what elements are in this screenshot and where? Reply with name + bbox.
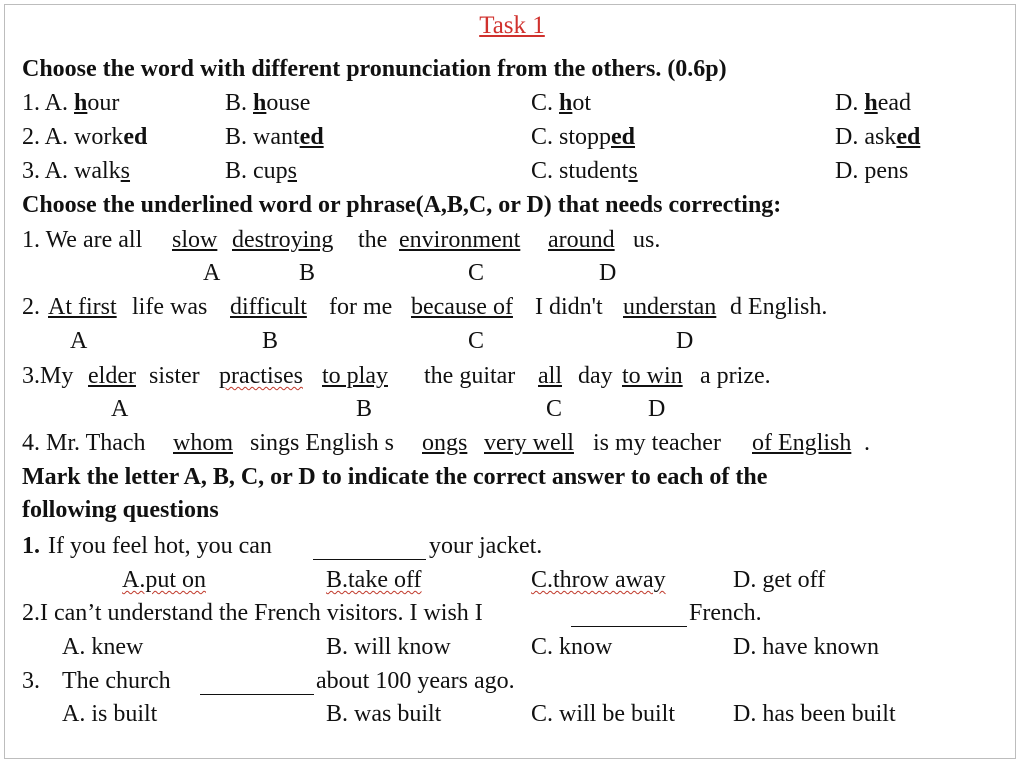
s1-q2-option-a: 2. A. worked xyxy=(22,124,148,150)
section3-heading-2: following questions xyxy=(22,497,219,523)
s1-q1-option-b: B. house xyxy=(225,90,311,116)
s2-q2-text: life was xyxy=(132,294,208,320)
section3-heading-1: Mark the letter A, B, C, or D to indicate the correct answer to each of the xyxy=(22,464,768,490)
s1-q2-option-d: D. asked xyxy=(835,124,921,150)
letter-b: B xyxy=(262,328,279,354)
s2-q3-num: 3.My xyxy=(22,363,74,389)
section2-heading: Choose the underlined word or phrase(A,B,C, or D) that needs correcting: xyxy=(22,192,782,218)
s3-question-1 xyxy=(0,533,1024,563)
s1-q2-option-b: B. wanted xyxy=(225,124,324,150)
s3-q3-option-c: C. will be built xyxy=(531,701,675,727)
s3-question-3 xyxy=(0,668,1024,698)
s2-q1-underline-a: slow xyxy=(172,227,218,253)
s3-question-2 xyxy=(0,600,1024,630)
task-title: Task 1 xyxy=(479,12,545,39)
s1-q1-option-a: 1. A. hour xyxy=(22,90,120,116)
s1-q1-option-d: D. head xyxy=(835,90,912,116)
s1-question-2 xyxy=(0,124,1024,154)
letter-a: A xyxy=(70,328,88,354)
s3-q1-text: If you feel hot, you can xyxy=(48,533,272,559)
s2-q2-underline-d: understan xyxy=(623,294,717,320)
s3-q3-num: 3. xyxy=(22,668,40,694)
s3-q1-options xyxy=(0,567,1024,597)
s2-q3-underline-b: to play xyxy=(322,363,388,389)
s3-q1-option-a: A.put on xyxy=(122,567,206,593)
letter-c: C xyxy=(468,260,485,286)
s1-q2-option-c: C. stopped xyxy=(531,124,636,150)
s2-q4-underline-songs: ongs xyxy=(422,430,468,456)
s3-q3-text: The church xyxy=(62,668,171,694)
s2-q4-text-2: sings English s xyxy=(250,430,395,456)
section1-heading-line xyxy=(0,56,1024,86)
s2-q3-letters xyxy=(0,396,1024,426)
letter-a: A xyxy=(203,260,221,286)
s2-q1-underline-d: around xyxy=(548,227,615,253)
letter-b: B xyxy=(299,260,316,286)
s3-q2-option-d: D. have known xyxy=(733,634,879,660)
letter-d: D xyxy=(599,260,617,286)
section1-heading: Choose the word with different pronunciation from the others. (0.6p) xyxy=(22,56,727,82)
section3-heading-line-2 xyxy=(0,497,1024,527)
s2-q2-text-3: I didn't xyxy=(535,294,603,320)
s3-q1-option-c: C.throw away xyxy=(531,567,666,593)
s2-q1-underline-b: destroying xyxy=(232,227,334,253)
s2-q2-text-4: d English. xyxy=(730,294,828,320)
s2-q1-underline-c: environment xyxy=(399,227,521,253)
s3-q2-options xyxy=(0,634,1024,664)
section2-heading-line xyxy=(0,192,1024,222)
section3-heading-line-1 xyxy=(0,464,1024,494)
s2-question-1 xyxy=(0,227,1024,257)
s3-q1-blank xyxy=(313,537,426,560)
s2-q4-underline-very-well: very well xyxy=(484,430,574,456)
letter-c: C xyxy=(468,328,485,354)
s2-q3-text-3: day xyxy=(578,363,613,389)
s3-q2-blank xyxy=(571,604,687,627)
s1-question-1 xyxy=(0,90,1024,120)
s2-q2-underline-b: difficult xyxy=(230,294,307,320)
letter-b: B xyxy=(356,396,373,422)
s1-question-3 xyxy=(0,158,1024,188)
s2-q3-underline-d: to win xyxy=(622,363,683,389)
s1-q3-option-d: D. pens xyxy=(835,158,909,184)
s2-q1-text-3: us. xyxy=(633,227,661,253)
s3-q3-options xyxy=(0,701,1024,731)
s2-q3-underline-practises: practises xyxy=(219,363,303,389)
s3-q1-option-d: D. get off xyxy=(733,567,826,593)
s3-q1-text-2: your jacket. xyxy=(429,533,543,559)
s1-q3-option-a: 3. A. walks xyxy=(22,158,131,184)
s3-q2-text-2: French. xyxy=(689,600,762,626)
s2-q3-text-2: the guitar xyxy=(424,363,516,389)
s2-q2-num: 2. xyxy=(22,294,40,320)
s2-q3-text: sister xyxy=(149,363,200,389)
s3-q1-num: 1. xyxy=(22,533,40,559)
letter-c: C xyxy=(546,396,563,422)
s2-q2-letters xyxy=(0,328,1024,358)
s3-q2-text: 2.I can’t understand the French visitors. I wish I xyxy=(22,600,483,626)
s2-question-4 xyxy=(0,430,1024,460)
s3-q2-option-b: B. will know xyxy=(326,634,451,660)
s1-q3-option-b: B. cups xyxy=(225,158,298,184)
s2-q4-underline-whom: whom xyxy=(173,430,233,456)
s3-q3-text-2: about 100 years ago. xyxy=(316,668,515,694)
s2-question-3 xyxy=(0,363,1024,393)
s3-q3-option-a: A. is built xyxy=(62,701,158,727)
s2-q1-letters xyxy=(0,260,1024,290)
s2-q3-underline-c: all xyxy=(538,363,562,389)
s3-q2-option-c: C. know xyxy=(531,634,613,660)
s2-q4-period: . xyxy=(864,430,870,456)
s2-q1-text-2: the xyxy=(358,227,388,253)
s2-q3-text-4: a prize. xyxy=(700,363,771,389)
s2-q1-text: 1. We are all xyxy=(22,227,143,253)
s2-q4-underline-of-english: of English xyxy=(752,430,852,456)
s3-q2-option-a: A. knew xyxy=(62,634,144,660)
s3-q1-option-b: B.take off xyxy=(326,567,422,593)
s2-q2-underline-c: because of xyxy=(411,294,513,320)
s2-q2-text-2: for me xyxy=(329,294,393,320)
s2-question-2 xyxy=(0,294,1024,324)
s3-q3-blank xyxy=(200,672,314,695)
letter-d: D xyxy=(648,396,666,422)
s3-q3-option-b: B. was built xyxy=(326,701,442,727)
letter-d: D xyxy=(676,328,694,354)
letter-a: A xyxy=(111,396,129,422)
s3-q3-option-d: D. has been built xyxy=(733,701,896,727)
s1-q1-option-c: C. hot xyxy=(531,90,592,116)
s2-q4-text: 4. Mr. Thach xyxy=(22,430,146,456)
s1-q3-option-c: C. students xyxy=(531,158,638,184)
s2-q2-underline-a: At first xyxy=(48,294,117,320)
s2-q3-underline-a: elder xyxy=(88,363,136,389)
s2-q4-text-3: is my teacher xyxy=(593,430,721,456)
